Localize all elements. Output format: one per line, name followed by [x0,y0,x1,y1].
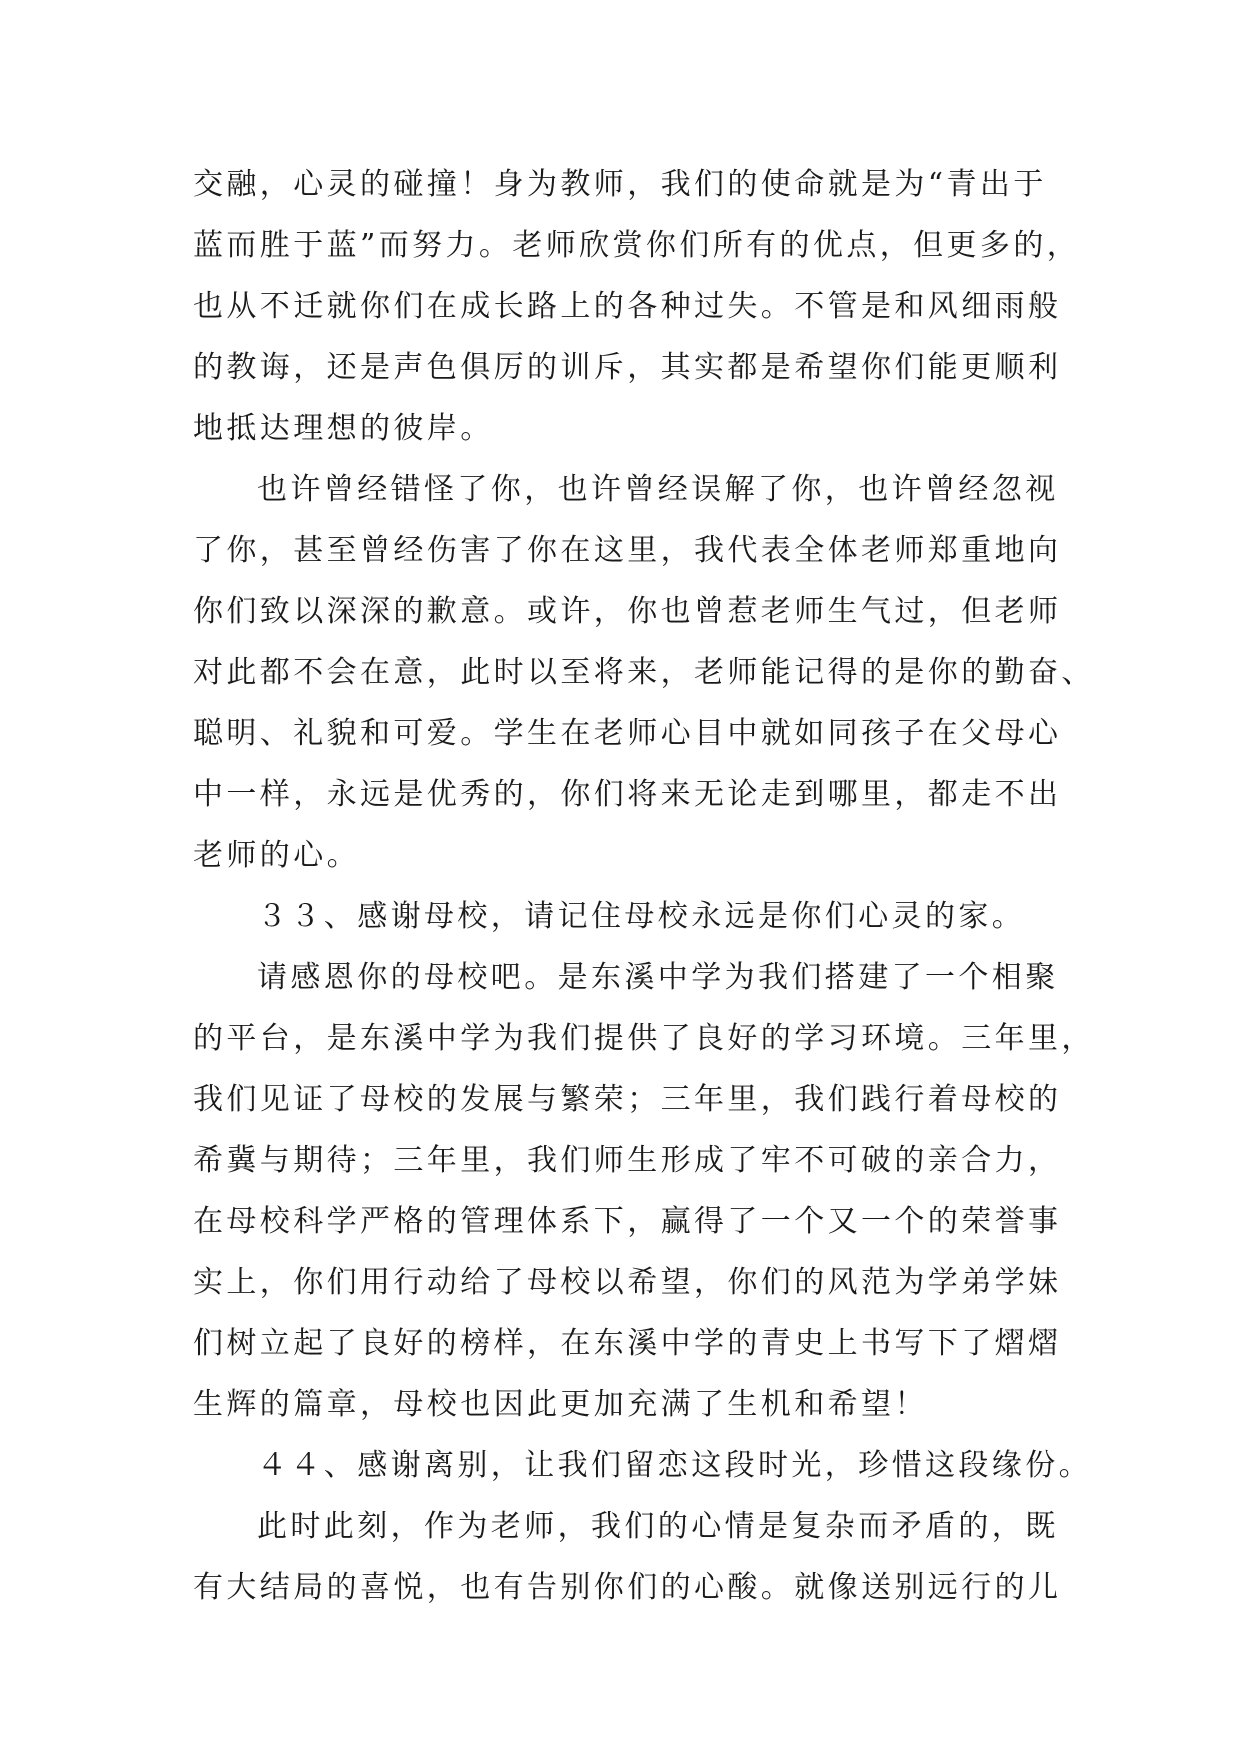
text-line: ３３、感谢母校，请记住母校永远是你们心灵的家。 [257,899,1026,934]
text-line: 聪明、礼貌和可爱。学生在老师心目中就如同孩子在父母心 [193,716,1062,751]
text-line: ４４、感谢离别，让我们留恋这段时光，珍惜这段缘份。 [257,1448,1092,1483]
text-line: 希冀与期待；三年里，我们师生形成了牢不可破的亲合力， [193,1143,1062,1178]
text-line: 的教诲，还是声色俱厉的训斥，其实都是希望你们能更顺利 [193,350,1062,385]
text-line: 了你，甚至曾经伤害了你在这里，我代表全体老师郑重地向 [193,533,1062,568]
text-line: 在母校科学严格的管理体系下，赢得了一个又一个的荣誉事 [193,1204,1062,1239]
text-line: 们树立起了良好的榜样，在东溪中学的青史上书写下了熠熠 [193,1326,1062,1361]
text-line: 实上，你们用行动给了母校以希望，你们的风范为学弟学妹 [193,1265,1062,1300]
text-line: 有大结局的喜悦，也有告别你们的心酸。就像送别远行的儿 [193,1570,1062,1605]
text-line: 也从不迁就你们在成长路上的各种过失。不管是和风细雨般 [193,289,1062,324]
body-text [193,154,1095,1618]
text-line: 交融，心灵的碰撞！身为教师，我们的使命就是为“青出于 [193,167,1047,202]
text-line: 蓝而胜于蓝”而努力。老师欣赏你们所有的优点，但更多的， [193,228,1081,263]
text-line: 请感恩你的母校吧。是东溪中学为我们搭建了一个相聚 [257,960,1059,995]
text-line: 中一样，永远是优秀的，你们将来无论走到哪里，都走不出 [193,777,1062,812]
text-line: 地抵达理想的彼岸。 [193,411,494,446]
text-line: 你们致以深深的歉意。或许，你也曾惹老师生气过，但老师 [193,594,1062,629]
text-line: 我们见证了母校的发展与繁荣；三年里，我们践行着母校的 [193,1082,1062,1117]
text-line: 此时此刻，作为老师，我们的心情是复杂而矛盾的，既 [257,1509,1059,1544]
text-line: 也许曾经错怪了你，也许曾经误解了你，也许曾经忽视 [257,472,1059,507]
text-line: 的平台，是东溪中学为我们提供了良好的学习环境。三年里， [193,1021,1095,1056]
text-line: 对此都不会在意，此时以至将来，老师能记得的是你的勤奋、 [193,655,1095,690]
text-line: 老师的心。 [193,838,360,873]
text-line: 生辉的篇章，母校也因此更加充满了生机和希望！ [193,1387,928,1422]
